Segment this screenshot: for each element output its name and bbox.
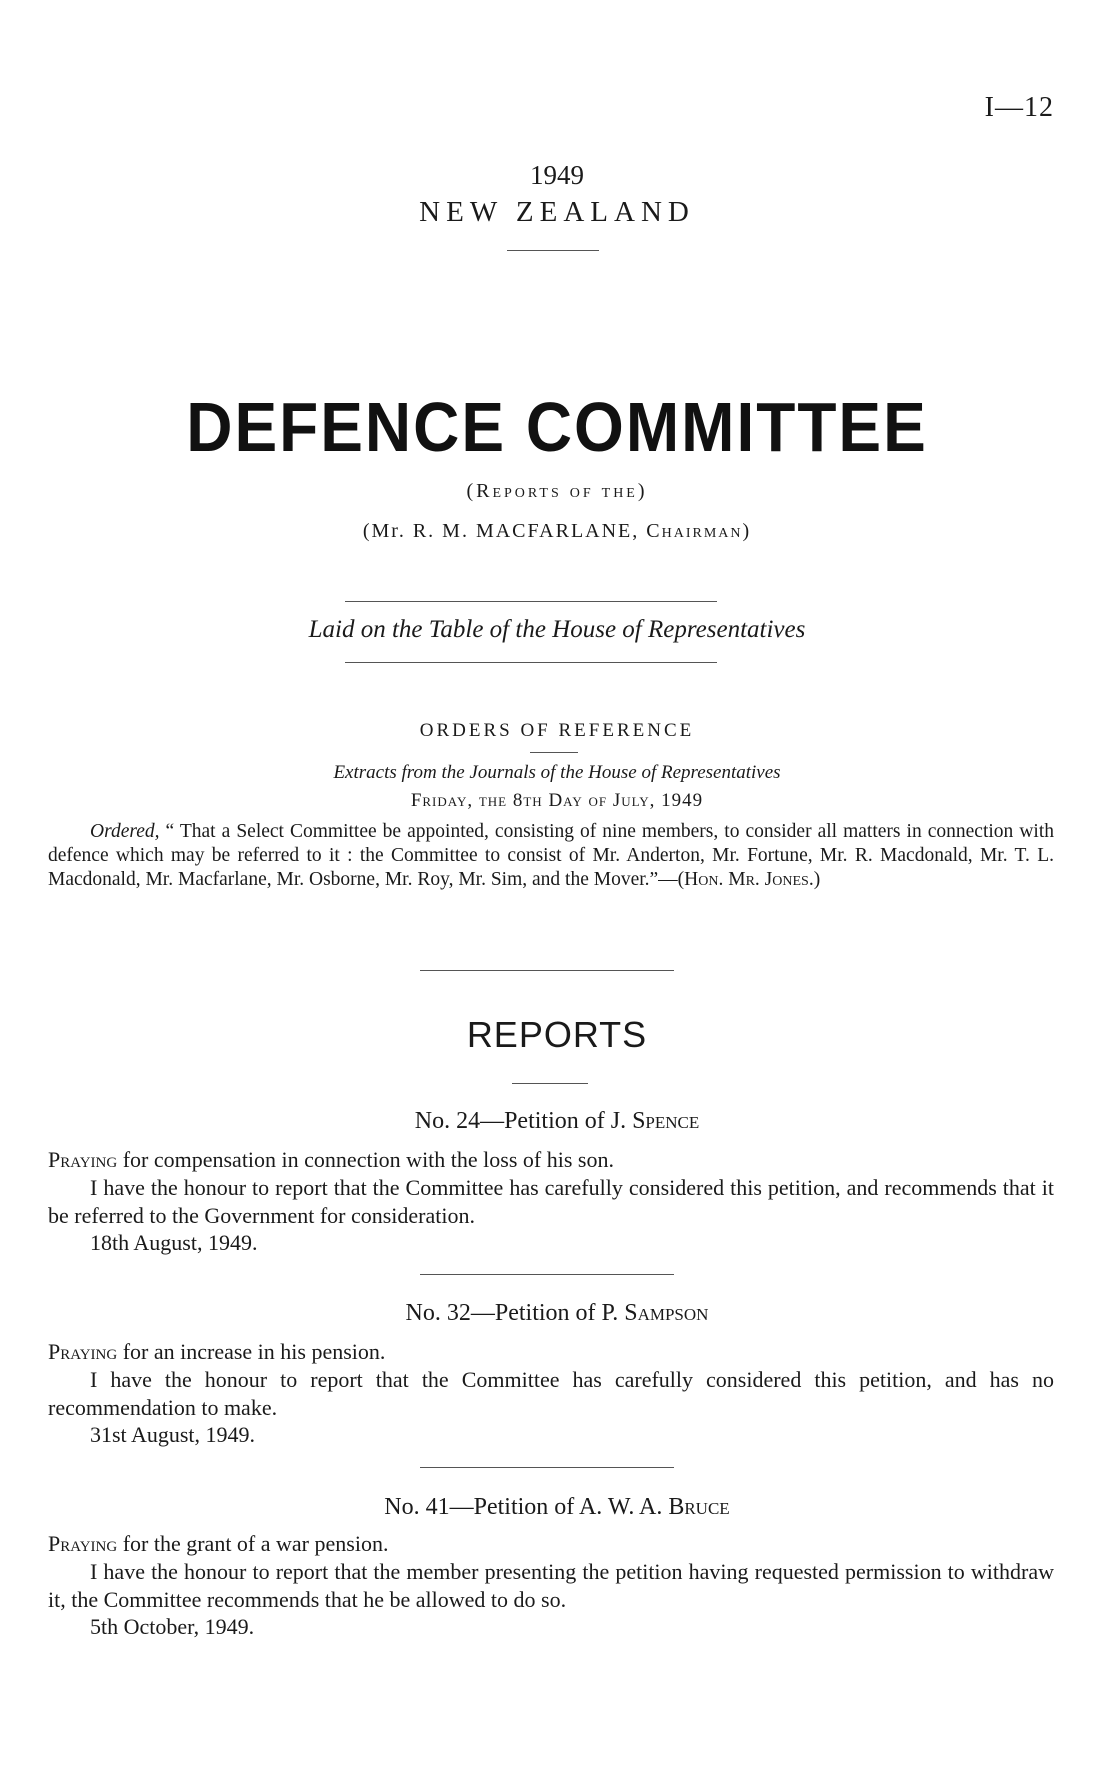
document-reference: I—12 [984, 92, 1054, 123]
praying-text: for an increase in his pension. [117, 1339, 386, 1364]
petition-number: No. 24—Petition of J. [414, 1108, 633, 1134]
order-paragraph [48, 820, 1054, 892]
order-date: Friday, the 8th Day of July, 1949 [410, 790, 704, 811]
divider-rule [420, 1274, 674, 1275]
petition-heading [0, 1494, 1114, 1521]
divider-rule [420, 1467, 674, 1468]
praying-label: Praying [48, 1147, 118, 1172]
ordered-close: .) [808, 869, 821, 890]
petition-heading [0, 1108, 1114, 1135]
petitioner-name: Sampson [624, 1300, 709, 1326]
petition-praying [48, 1338, 1054, 1366]
petition-number: No. 32—Petition of P. [405, 1300, 625, 1326]
praying-label: Praying [48, 1339, 118, 1364]
reports-heading: REPORTS [466, 1014, 648, 1055]
laid-on-table-line: Laid on the Table of the House of Representatives [308, 616, 806, 643]
title-subtitle: (Reports of the) [466, 480, 648, 502]
country-name: NEW ZEALAND [419, 196, 695, 228]
divider-rule [507, 250, 599, 251]
petition-report: I have the honour to report that the Committee has carefully considered this petition, and recommends that it be referred to the Government for consideration. [48, 1175, 1054, 1228]
petitioner-name: Spence [632, 1108, 700, 1134]
petition-number: No. 41—Petition of A. W. A. [384, 1494, 669, 1520]
petition-date: 5th October, 1949. [90, 1614, 255, 1639]
praying-text: for compensation in connection with the loss of his son. [117, 1147, 614, 1172]
divider-rule [345, 662, 717, 663]
praying-text: for the grant of a war pension. [117, 1531, 389, 1556]
ordered-label: Ordered, [90, 821, 160, 842]
divider-rule [512, 1083, 588, 1084]
petition-heading [0, 1300, 1114, 1327]
divider-rule [420, 970, 674, 971]
chairman-role: Chairman [646, 520, 743, 542]
divider-rule [345, 601, 717, 602]
chairman-suffix: ) [742, 520, 752, 542]
orders-heading: ORDERS OF REFERENCE [419, 720, 695, 741]
petition-report: I have the honour to report that the member presenting the petition having requested permission to withdraw it, the Committee recommends that he be allowed to do so. [48, 1559, 1054, 1612]
petition-date: 31st August, 1949. [90, 1422, 256, 1447]
divider-rule [530, 752, 578, 753]
praying-label: Praying [48, 1531, 118, 1556]
ordered-text: “ That a Select Committee be appointed, consisting of nine members, to consider all matters in connection with defence which may be referred to it : the Committee to consist of Mr. Anderton, Mr. Fortune, Mr. R. Macdonald, Mr. T. L. Macdonald, Mr. Macfarlane, Mr. Osborne, Mr. Roy, Mr. Sim, and the Mover.”—( [48, 821, 1054, 890]
petition-report: I have the honour to report that the Committee has carefully considered this petition, and has no recommendation to make. [48, 1367, 1054, 1420]
page-title: DEFENCE COMMITTEE [186, 388, 928, 466]
chairman-prefix: (Mr. R. M. MACFARLANE, [362, 520, 647, 542]
document-year: 1949 [530, 160, 584, 190]
petitioner-name: Bruce [668, 1494, 730, 1520]
chairman-line [0, 520, 1114, 543]
petition-praying [48, 1146, 1054, 1174]
ordered-author: Hon. Mr. Jones [684, 869, 809, 890]
petition-praying [48, 1530, 1054, 1558]
extracts-line: Extracts from the Journals of the House of Representatives [333, 762, 781, 783]
petition-date: 18th August, 1949. [90, 1230, 258, 1255]
